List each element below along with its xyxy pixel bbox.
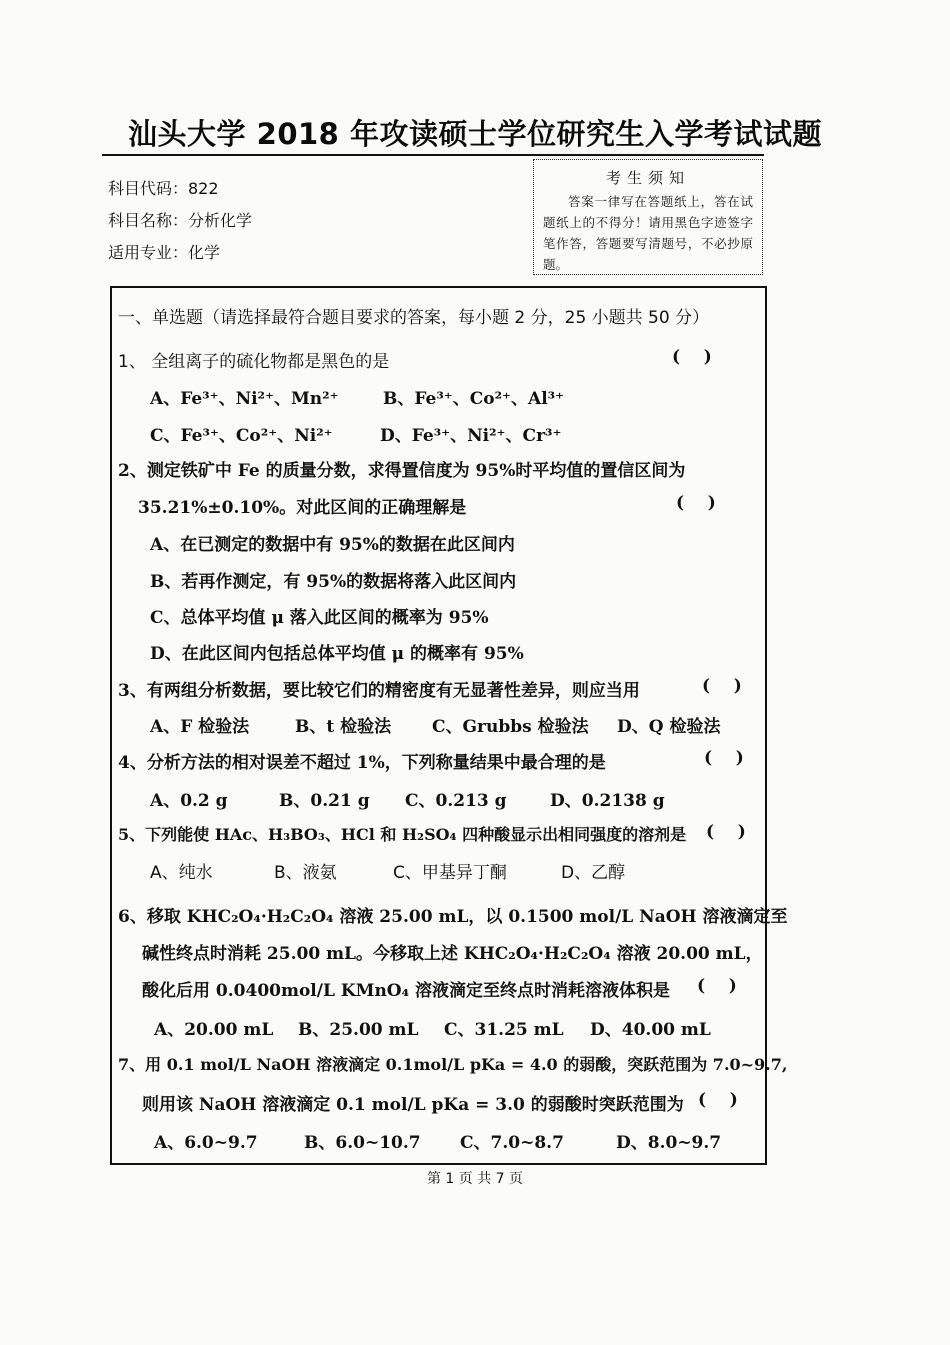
q7-stem-line2: 则用该 NaOH 溶液滴定 0.1 mol/L pKa = 3.0 的弱酸时突跃范围为 <box>142 1095 684 1115</box>
q1-option-d: D、Fe³⁺、Ni²⁺、Cr³⁺ <box>380 426 562 446</box>
q5-answer-paren: ( ) <box>706 822 746 842</box>
q2-answer-paren: ( ) <box>676 493 716 513</box>
q1-option-b: B、Fe³⁺、Co²⁺、Al³⁺ <box>383 389 565 409</box>
q5-option-c: C、甲基异丁酮 <box>393 863 507 883</box>
q2-stem-line2: 35.21%±0.10%。对此区间的正确理解是 <box>138 498 467 518</box>
q7-option-c: C、7.0~8.7 <box>460 1133 564 1153</box>
q2-option-c: C、总体平均值 μ 落入此区间的概率为 95% <box>150 608 489 628</box>
q7-option-d: D、8.0~9.7 <box>616 1133 722 1153</box>
exam-title: 汕头大学 2018 年攻读硕士学位研究生入学考试试题 <box>128 117 822 151</box>
notice-body: 答案一律写在答题纸上，答在试题纸上的不得分！请用黑色字迹签字笔作答，答题要写清题号，不必抄原题。 <box>543 194 753 272</box>
q5-option-b: B、液氨 <box>274 863 337 883</box>
q4-option-a: A、0.2 g <box>150 791 228 811</box>
q1-option-c: C、Fe³⁺、Co²⁺、Ni²⁺ <box>150 426 333 446</box>
q3-option-c: C、Grubbs 检验法 <box>432 717 589 737</box>
q7-option-b: B、6.0~10.7 <box>304 1133 421 1153</box>
candidate-notice-box <box>533 159 763 275</box>
q6-stem-line2: 碱性终点时消耗 25.00 mL。今移取上述 KHC₂O₄·H₂C₂O₄ 溶液 20.00 mL， <box>142 944 763 964</box>
q6-answer-paren: ( ) <box>697 976 737 996</box>
q2-option-b: B、若再作测定，有 95%的数据将落入此区间内 <box>150 572 517 592</box>
q1-option-a: A、Fe³⁺、Ni²⁺、Mn²⁺ <box>150 389 339 409</box>
page-number: 第 1 页 共 7 页 <box>426 1171 524 1187</box>
notice-title: 考生须知 <box>605 169 690 187</box>
q3-option-d: D、Q 检验法 <box>617 717 721 737</box>
q6-stem-line1: 6、移取 KHC₂O₄·H₂C₂O₄ 溶液 25.00 mL，以 0.1500 mol/L NaOH 溶液滴定至 <box>118 907 788 927</box>
q1-stem: 1、 全组离子的硫化物都是黑色的是 <box>118 352 390 372</box>
q4-option-b: B、0.21 g <box>279 791 370 811</box>
subject-name: 科目名称：分析化学 <box>108 211 253 230</box>
q3-stem: 3、有两组分析数据，要比较它们的精密度有无显著性差异，则应当用 <box>118 681 640 701</box>
q7-option-a: A、6.0~9.7 <box>154 1133 258 1153</box>
q4-stem: 4、分析方法的相对误差不超过 1%，下列称量结果中最合理的是 <box>118 753 606 773</box>
q5-option-a: A、纯水 <box>150 863 213 883</box>
q5-stem: 5、下列能使 HAc、H₃BO₃、HCl 和 H₂SO₄ 四种酸显示出相同强度的溶剂是 <box>118 825 687 844</box>
q3-answer-paren: ( ) <box>702 676 742 696</box>
q6-option-c: C、31.25 mL <box>444 1020 564 1040</box>
q2-option-d: D、在此区间内包括总体平均值 μ 的概率有 95% <box>150 644 524 664</box>
q2-option-a: A、在已测定的数据中有 95%的数据在此区间内 <box>150 535 515 555</box>
q4-answer-paren: ( ) <box>704 748 744 768</box>
q4-option-d: D、0.2138 g <box>550 791 665 811</box>
q3-option-b: B、t 检验法 <box>295 717 392 737</box>
applicable-major: 适用专业：化学 <box>108 243 221 262</box>
q7-answer-paren: ( ) <box>698 1090 738 1110</box>
q6-option-d: D、40.00 mL <box>590 1020 711 1040</box>
q6-option-a: A、20.00 mL <box>154 1020 274 1040</box>
q4-option-c: C、0.213 g <box>405 791 507 811</box>
section-heading: 一、单选题（请选择最符合题目要求的答案，每小题 2 分，25 小题共 50 分） <box>118 308 710 328</box>
q1-answer-paren: ( ) <box>672 347 712 367</box>
subject-code: 科目代码：822 <box>108 179 219 198</box>
q3-option-a: A、F 检验法 <box>150 717 250 737</box>
title-underline <box>102 154 764 156</box>
q2-stem-line1: 2、测定铁矿中 Fe 的质量分数，求得置信度为 95%时平均值的置信区间为 <box>118 461 686 481</box>
q5-option-d: D、乙醇 <box>561 863 626 883</box>
q6-option-b: B、25.00 mL <box>298 1020 419 1040</box>
q7-stem-line1: 7、用 0.1 mol/L NaOH 溶液滴定 0.1mol/L pKa = 4.0 的弱酸，突跃范围为 7.0~9.7, <box>118 1055 788 1074</box>
q6-stem-line3: 酸化后用 0.0400mol/L KMnO₄ 溶液滴定至终点时消耗溶液体积是 <box>142 981 670 1001</box>
